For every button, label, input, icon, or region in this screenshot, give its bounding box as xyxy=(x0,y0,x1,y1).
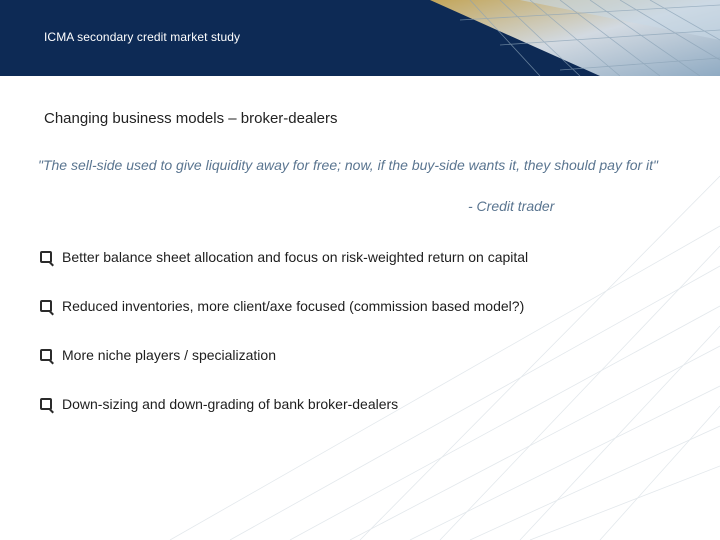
bullet-item xyxy=(40,393,680,415)
checkbox-bullet-icon xyxy=(40,398,52,410)
bullet-item xyxy=(40,295,680,317)
checkbox-bullet-icon xyxy=(40,251,52,263)
header-bar xyxy=(0,0,720,76)
header-title: ICMA secondary credit market study xyxy=(44,30,241,44)
checkbox-bullet-icon xyxy=(40,349,52,361)
bullet-text: More niche players / specialization xyxy=(62,347,276,363)
checkbox-bullet-icon xyxy=(40,300,52,312)
bullet-text: Better balance sheet allocation and focus on risk-weighted return on capital xyxy=(62,249,529,265)
quote-text: "The sell-side used to give liquidity away for free; now, if the buy-side wants it, they should pay for it" xyxy=(38,157,659,173)
bullet-text: Reduced inventories, more client/axe focused (commission based model?) xyxy=(62,298,525,314)
slide-title: Changing business models – broker-dealers xyxy=(44,110,338,127)
bullet-item xyxy=(40,246,680,268)
quote-attribution: - Credit trader xyxy=(468,198,555,214)
bullet-item xyxy=(40,344,680,366)
bullet-text: Down-sizing and down-grading of bank broker-dealers xyxy=(62,396,399,412)
